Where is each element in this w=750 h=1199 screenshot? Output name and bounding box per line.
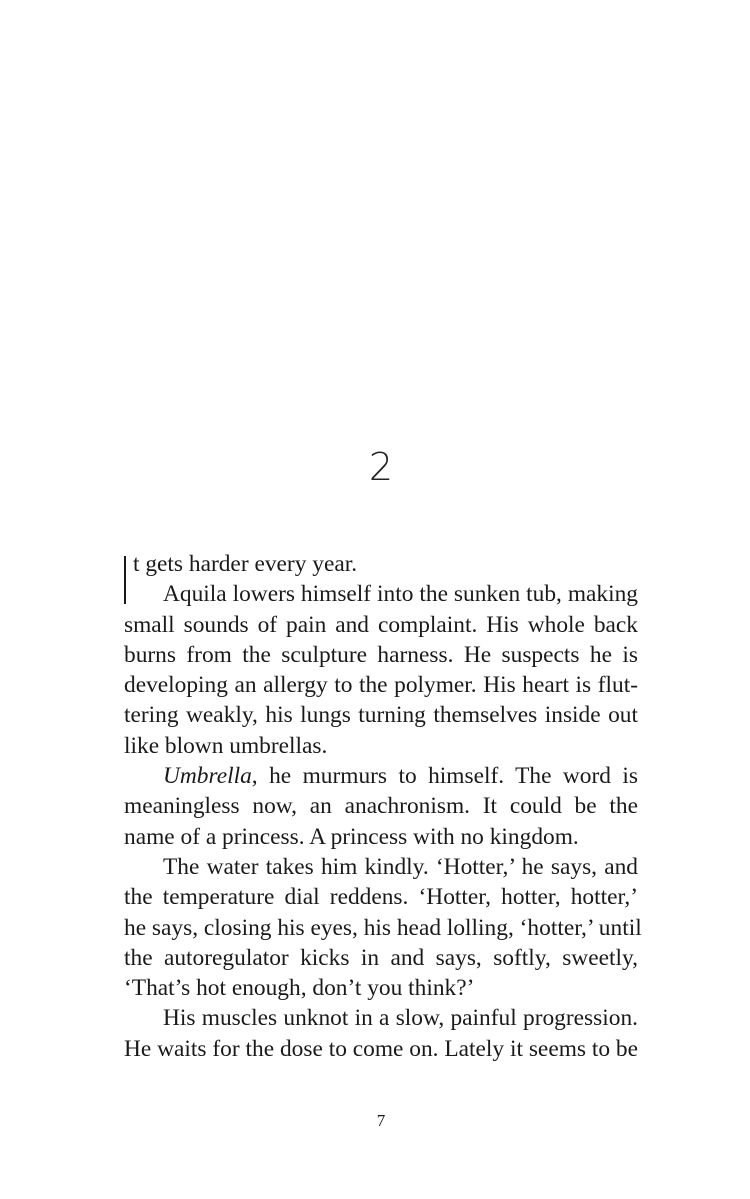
body-line: He waits for the dose to come on. Lately it seems to be — [124, 1035, 638, 1062]
paragraph-umbrella — [124, 761, 638, 852]
opening-paragraph — [124, 549, 638, 761]
body-line: he says, closing his eyes, his head lolling, ‘hotter,’ until — [124, 914, 642, 941]
body-line: like blown umbrellas. — [124, 732, 328, 759]
opening-line — [124, 549, 638, 579]
paragraph-muscles — [124, 1003, 638, 1064]
body-line — [124, 761, 638, 791]
body-line: burns from the sculpture harness. He suspects he is — [124, 641, 638, 668]
italic-word: Umbrella — [163, 763, 252, 790]
body-line: The water takes him kindly. ‘Hotter,’ he says, and — [163, 853, 638, 880]
initial-letter-rule — [124, 556, 126, 604]
body-line: ‘That’s hot enough, don’t you think?’ — [124, 975, 475, 1002]
body-line: the autoregulator kicks in and says, softly, sweetly, — [124, 944, 638, 971]
body-line: meaningless now, an anachronism. It could be the — [124, 793, 638, 820]
body-line-text: , he murmurs to himself. The word is — [251, 763, 638, 790]
body-line: Aquila lowers himself into the sunken tub, making — [163, 581, 638, 608]
opening-line-text: t gets harder every year. — [133, 551, 358, 577]
body-line: small sounds of pain and complaint. His whole back — [124, 611, 638, 638]
body-line: the temperature dial reddens. ‘Hotter, hotter, hotter,’ — [124, 884, 638, 911]
paragraph-water — [124, 852, 642, 1003]
body-line: His muscles unknot in a slow, painful progression. — [163, 1005, 638, 1032]
body-line: developing an allergy to the polymer. His heart is flut- — [124, 672, 638, 699]
body-line: name of a princess. A princess with no kingdom. — [124, 823, 579, 850]
chapter-number: 2 — [368, 445, 394, 489]
body-text — [124, 549, 642, 1064]
page-number: 7 — [376, 1111, 386, 1130]
body-line: tering weakly, his lungs turning themselves inside out — [124, 702, 638, 729]
